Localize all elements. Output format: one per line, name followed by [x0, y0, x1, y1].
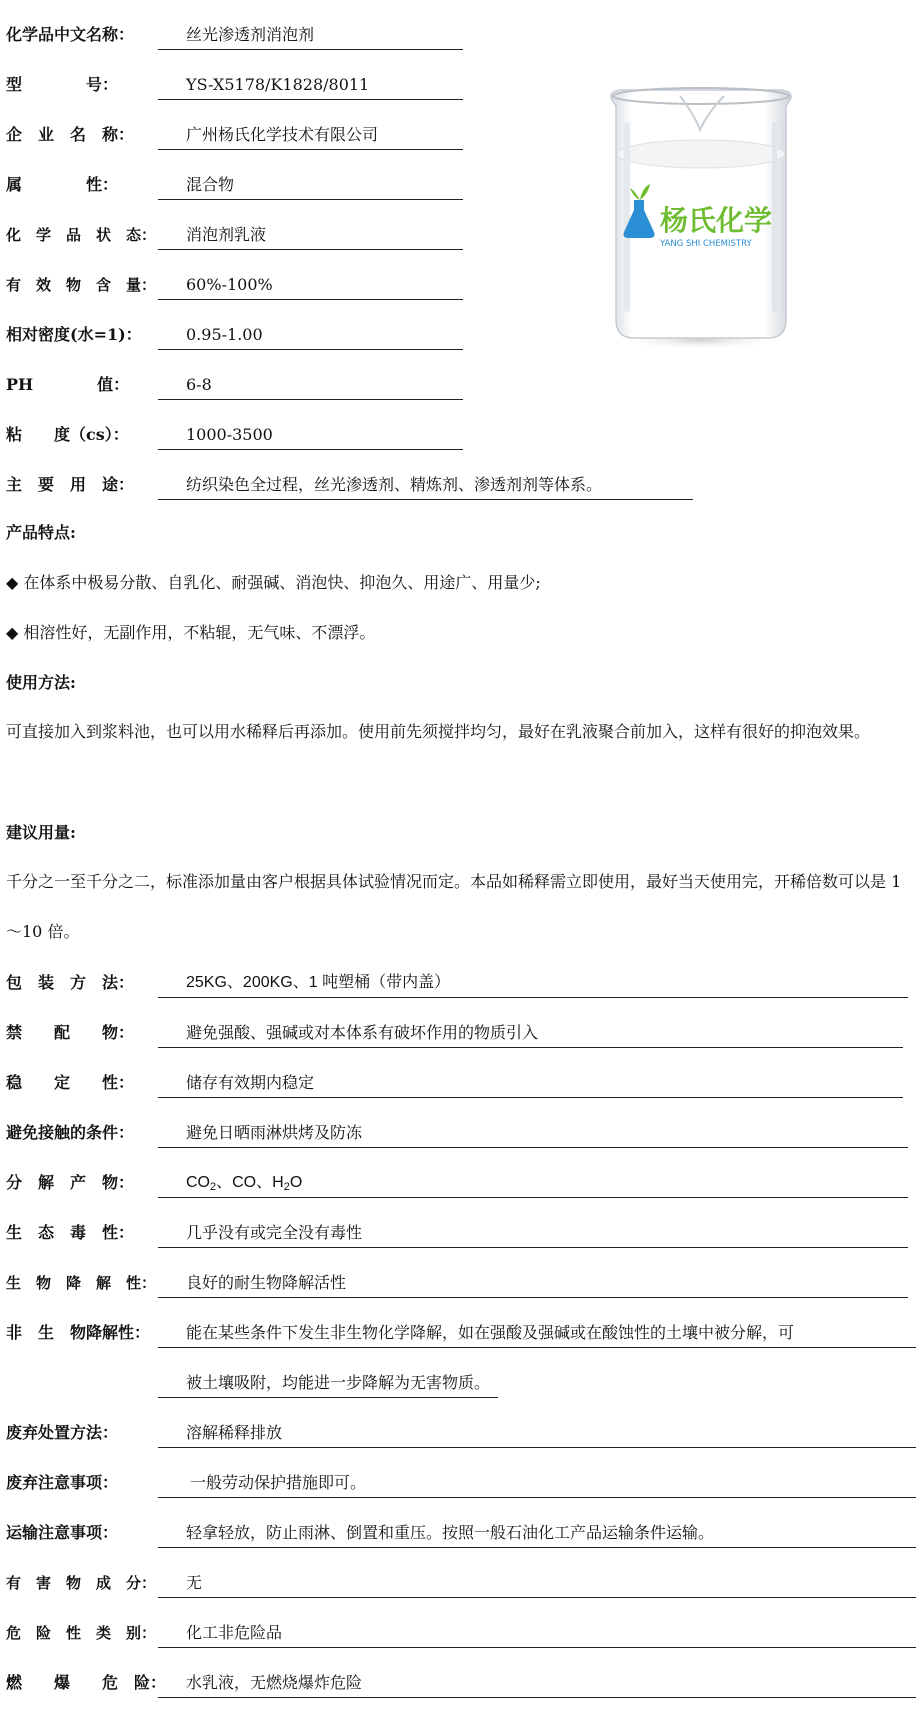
field-value: 6-8 — [158, 372, 463, 400]
field-label: 危 险 性 类 别： — [6, 1624, 157, 1642]
field-label: 禁 配 物： — [6, 1023, 135, 1042]
field-value: 一般劳动保护措施即可。 — [158, 1470, 916, 1498]
field-continuation: 被土壤吸附，均能进一步降解为无害物质。 — [158, 1370, 498, 1398]
field-value: 0.95-1.00 — [158, 322, 463, 350]
field-label: 运输注意事项： — [6, 1523, 119, 1542]
field-value: 避免日晒雨淋烘烤及防冻 — [158, 1120, 908, 1148]
logo-cn-text: 杨氏化学 — [660, 204, 773, 237]
field-value: 良好的耐生物降解活性 — [158, 1270, 908, 1298]
field-label: 非 生 物降解性： — [6, 1323, 151, 1342]
field-value: 水乳液，无燃烧爆炸危险 — [158, 1670, 916, 1698]
usage-text: 可直接加入到浆料池，也可以用水稀释后再添加。使用前先须搅拌均匀，最好在乳液聚合前加入，这样有很好的抑泡效果。 — [6, 722, 871, 741]
features-title: 产品特点: — [6, 523, 76, 542]
field-label: 主 要 用 途： — [6, 475, 135, 494]
dosage-title: 建议用量: — [6, 823, 76, 842]
field-label: 型 号： — [6, 75, 119, 94]
field-label: 稳 定 性： — [6, 1073, 135, 1092]
field-label: 有 效 物 含 量： — [6, 276, 157, 294]
field-value: 混合物 — [158, 172, 463, 200]
feature-item: ◆ 在体系中极易分散、自乳化、耐强碱、消泡快、抑泡久、用途广、用量少; — [6, 573, 541, 592]
field-value: 储存有效期内稳定 — [158, 1070, 903, 1098]
field-label: PH 值： — [6, 375, 130, 394]
field-value: 化工非危险品 — [158, 1620, 916, 1648]
field-value: 无 — [158, 1570, 916, 1598]
feature-item: ◆ 相溶性好，无副作用，不粘辊，无气味、不漂浮。 — [6, 623, 376, 642]
field-label: 避免接触的条件： — [6, 1123, 135, 1142]
field-label: 生 态 毒 性： — [6, 1223, 135, 1242]
field-value: 60%-100% — [158, 272, 463, 300]
dosage-text: 千分之一至千分之二，标准添加量由客户根据具体试验情况而定。本品如稀释需立即使用，最好当天使用完，开稀倍数可以是 1～10 倍。 — [6, 872, 902, 941]
field-value: 纺织染色全过程，丝光渗透剂、精炼剂、渗透剂剂等体系。 — [158, 472, 693, 500]
usage-title: 使用方法: — [6, 673, 76, 692]
field-value: 消泡剂乳液 — [158, 222, 463, 250]
field-label: 化 学 品 状 态： — [6, 226, 157, 244]
field-label: 燃 爆 危 险： — [6, 1673, 167, 1692]
bullet-icon: ◆ — [6, 623, 19, 642]
field-label: 包 装 方 法： — [6, 973, 135, 992]
field-label: 分 解 产 物： — [6, 1173, 135, 1192]
field-label: 废弃处置方法： — [6, 1423, 119, 1442]
field-label: 化学品中文名称： — [6, 25, 135, 44]
field-value: YS-X5178/K1828/8011 — [158, 72, 463, 100]
logo-en-text: YANG SHI CHEMISTRY — [660, 239, 752, 249]
field-value: 溶解稀释排放 — [158, 1420, 916, 1448]
field-value: 1000-3500 — [158, 422, 463, 450]
field-value: 几乎没有或完全没有毒性 — [158, 1220, 908, 1248]
field-value: 轻拿轻放，防止雨淋、倒置和重压。按照一般石油化工产品运输条件运输。 — [158, 1520, 916, 1548]
field-label: 有 害 物 成 分： — [6, 1574, 157, 1592]
field-value: 丝光渗透剂消泡剂 — [158, 22, 463, 50]
field-label: 粘 度（cs）： — [6, 425, 129, 444]
field-label: 相对密度(水=1)： — [6, 325, 142, 344]
field-label: 属 性： — [6, 175, 119, 194]
field-value: 能在某些条件下发生非生物化学降解，如在强酸及强碱或在酸蚀性的土壤中被分解，可 — [158, 1320, 916, 1348]
field-value: 25KG、200KG、1 吨塑桶（带内盖） — [158, 970, 908, 998]
field-value: $CO_2$、CO、$H_2O$ — [158, 1170, 908, 1198]
field-value: 避免强酸、强碱或对本体系有破坏作用的物质引入 — [158, 1020, 903, 1048]
product-beaker-image — [600, 82, 800, 352]
bullet-icon: ◆ — [6, 573, 19, 592]
field-label: 生 物 降 解 性： — [6, 1274, 157, 1292]
field-value: 广州杨氏化学技术有限公司 — [158, 122, 463, 150]
field-label: 企 业 名 称： — [6, 125, 135, 144]
field-label: 废弃注意事项： — [6, 1473, 119, 1492]
